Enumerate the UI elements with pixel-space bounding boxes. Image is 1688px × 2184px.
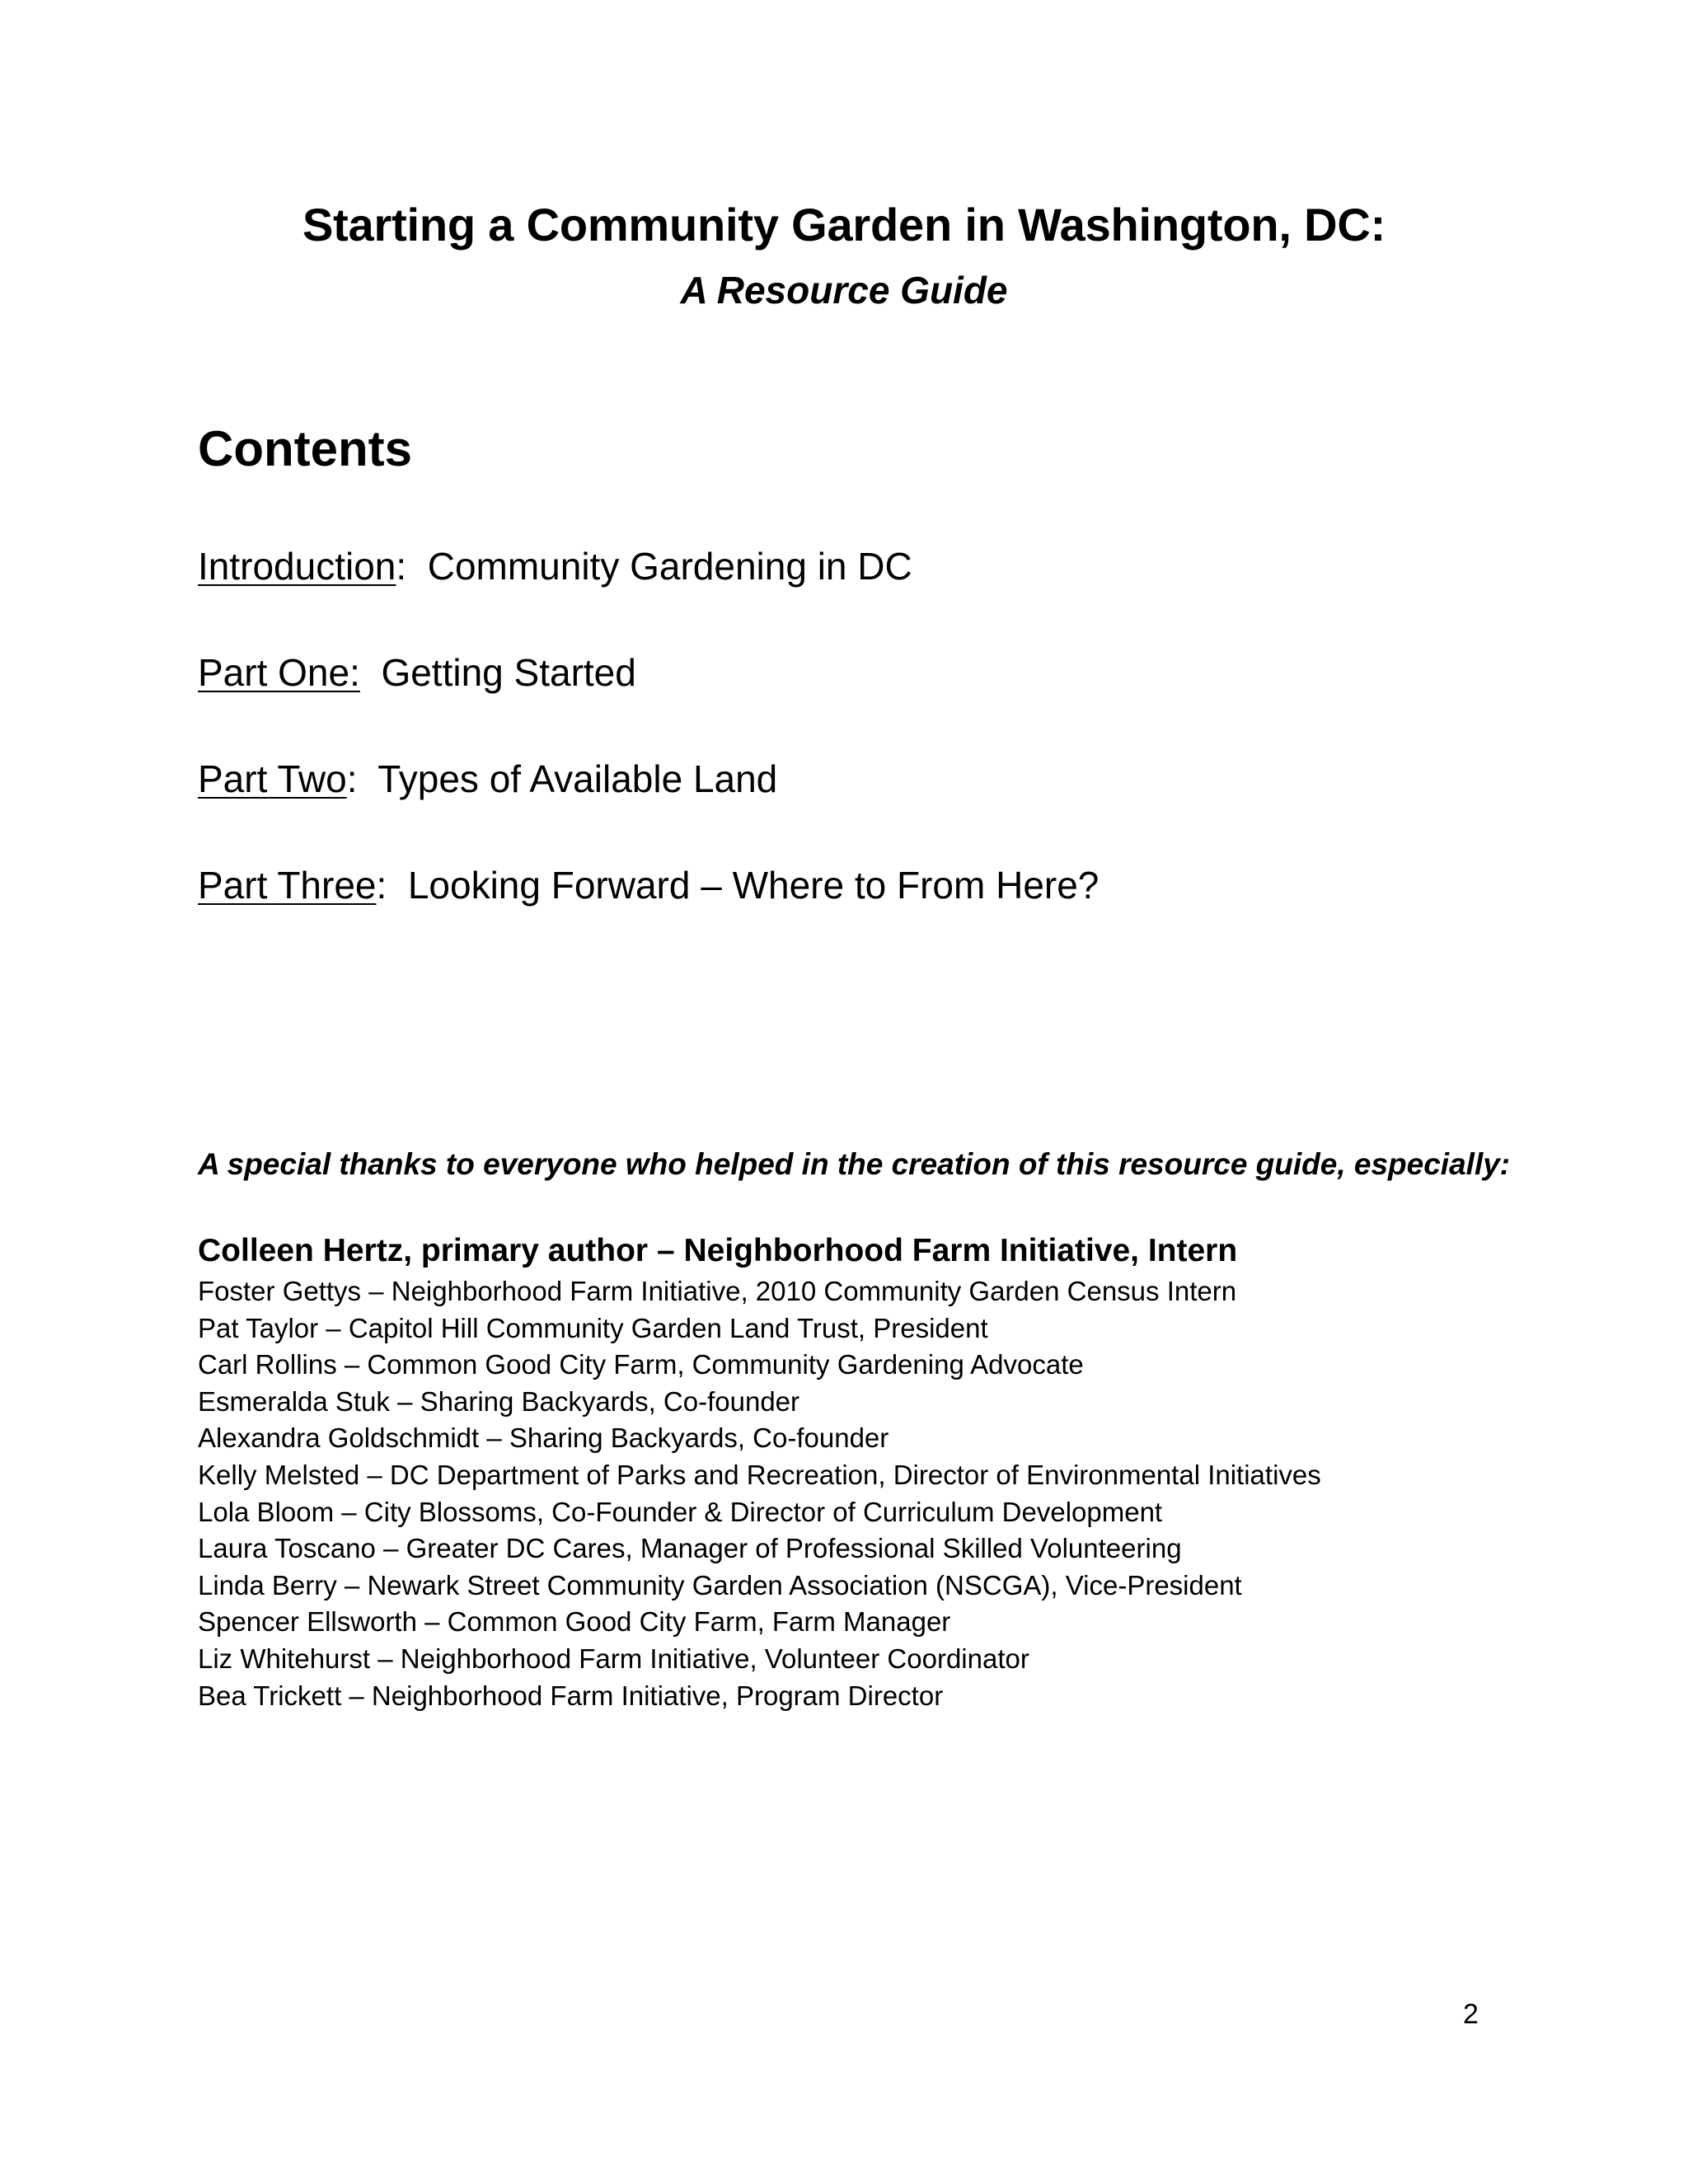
toc-separator: : [346,757,378,800]
contents-heading: Contents [198,421,412,476]
contributor-item: Carl Rollins – Common Good City Farm, Community Gardening Advocate [198,1349,1084,1380]
contributor-item: Lola Bloom – City Blossoms, Co-Founder & Director of Curriculum Development [198,1496,1163,1527]
toc-item-introduction[interactable] [198,540,1484,593]
document-title: Starting a Community Garden in Washington, DC: [302,199,1386,251]
toc-item-part-three[interactable] [198,859,1484,912]
toc-item-part-one[interactable] [198,646,1484,699]
contributor-list [198,1273,1321,1714]
contributor-item: Foster Gettys – Neighborhood Farm Initiative, 2010 Community Garden Census Intern [198,1276,1237,1306]
contributor-item: Kelly Melsted – DC Department of Parks and Recreation, Director of Environmental Initiatives [198,1459,1321,1490]
toc-label: Part Three [198,864,377,907]
contributor-item: Alexandra Goldschmidt – Sharing Backyards, Co-founder [198,1422,889,1454]
acknowledgement-heading: A special thanks to everyone who helped in the creation of this resource guide, especially: [198,1147,1511,1181]
contributor-item: Esmeralda Stuk – Sharing Backyards, Co-founder [198,1385,800,1417]
contributor-item: Liz Whitehurst – Neighborhood Farm Initiative, Volunteer Coordinator [198,1643,1029,1674]
document-subtitle: A Resource Guide [680,269,1008,312]
toc-text: Looking Forward – Where to From Here? [407,864,1100,907]
toc-item-part-two[interactable] [198,752,1484,805]
contributor-item: Laura Toscano – Greater DC Cares, Manager of Professional Skilled Volunteering [198,1533,1182,1564]
toc-separator: : [396,545,428,588]
toc-label: Introduction [198,545,396,588]
contributor-item: Linda Berry – Newark Street Community Garden Association (NSCGA), Vice-President [198,1569,1242,1601]
page-number: 2 [1463,1999,1479,2030]
toc-label: Part Two [198,757,347,800]
toc-separator [360,651,382,694]
contributor-item: Spencer Ellsworth – Common Good City Farm, Farm Manager [198,1606,951,1638]
toc-separator: : [376,864,408,907]
toc-text: Types of Available Land [377,757,778,800]
toc-label: Part One: [198,651,360,694]
primary-author: Colleen Hertz, primary author – Neighborhood Farm Initiative, Intern [198,1233,1238,1268]
table-of-contents [198,540,1484,965]
toc-text: Community Gardening in DC [427,545,912,588]
toc-text: Getting Started [381,651,636,694]
contributor-item: Pat Taylor – Capitol Hill Community Garden Land Trust, President [198,1312,988,1343]
contributor-item: Bea Trickett – Neighborhood Farm Initiative, Program Director [198,1680,944,1711]
